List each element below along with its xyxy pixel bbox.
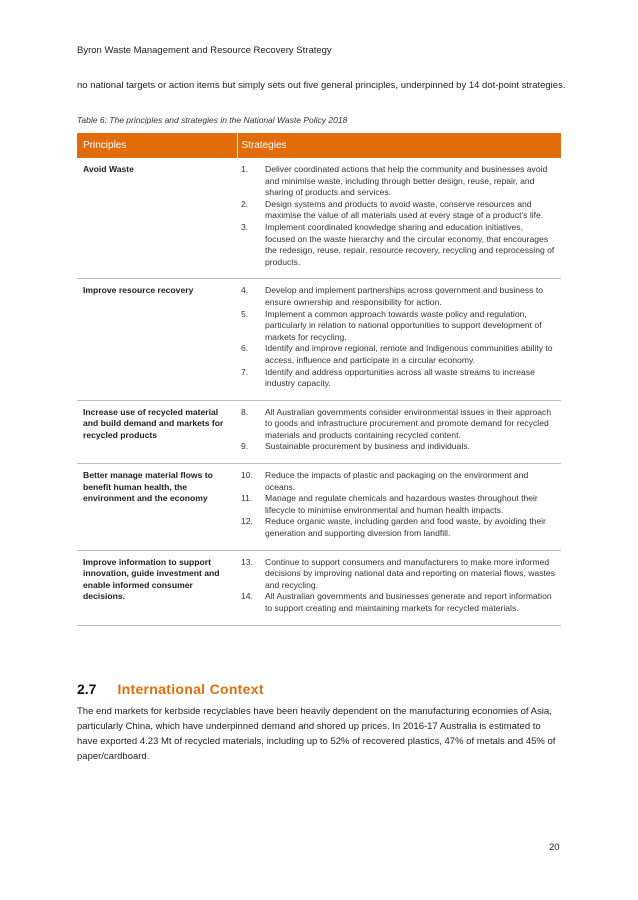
strategy-text: Implement coordinated knowledge sharing and education initiatives, focused on the waste hierarchy and the circular economy, that encourages the redesign, reuse, repair, resource recovery, recycling and reprocessing of products. bbox=[265, 221, 555, 267]
body-paragraph: The end markets for kerbside recyclables have been heavily dependent on the manufacturing economies of Asia, particularly China, which have underpinned demand and shored up prices. In 2016-17 Australia is estimated to have exported 4.23 Mt of recycled materials, including up to 52% of recovered plastics, 47% of metals and 45% of paper/cardboard. bbox=[77, 706, 556, 762]
strategy-text: Identify and improve regional, remote and Indigenous communities ability to access, influence and participate in a circular economy. bbox=[265, 343, 553, 365]
strategy-number: 12. bbox=[241, 516, 253, 527]
table-row bbox=[77, 400, 561, 463]
strategy-item bbox=[241, 516, 555, 539]
strategies-column-header: Strategies bbox=[237, 133, 561, 158]
principles-column-header: Principles bbox=[77, 133, 237, 158]
strategy-item bbox=[241, 285, 555, 308]
strategies-cell bbox=[237, 550, 561, 625]
strategy-item bbox=[241, 199, 555, 222]
strategy-number: 13. bbox=[241, 556, 253, 567]
strategy-number: 10. bbox=[241, 470, 253, 481]
table-row bbox=[77, 550, 561, 625]
strategy-item bbox=[241, 493, 555, 516]
table-row bbox=[77, 464, 561, 551]
table-row bbox=[77, 158, 561, 279]
strategy-number: 4. bbox=[241, 285, 249, 296]
running-header: Byron Waste Management and Resource Recovery Strategy bbox=[77, 45, 332, 56]
strategy-text: Develop and implement partnerships across government and business to ensure ownership and responsibility for action. bbox=[265, 285, 544, 307]
strategy-text: Sustainable procurement by business and individuals. bbox=[265, 441, 470, 452]
principle-cell: Better manage material flows to benefit human health, the environment and the economy bbox=[77, 464, 237, 551]
strategy-text: Continue to support consumers and manufacturers to make more informed decisions by improving national data and reporting on material flows, wastes and recycling. bbox=[265, 556, 555, 590]
strategy-number: 3. bbox=[241, 221, 249, 232]
principle-cell: Improve information to support innovation, guide investment and enable informed consumer decisions. bbox=[77, 550, 237, 625]
strategy-text: Deliver coordinated actions that help the community and businesses avoid and minimise waste, including through better design, reuse, repair, and sharing of products and services. bbox=[265, 164, 548, 198]
strategy-number: 2. bbox=[241, 198, 249, 209]
strategy-text: All Australian governments and businesses generate and report information to support creating and maintaining markets for recycled materials. bbox=[265, 591, 552, 613]
strategy-item bbox=[241, 343, 555, 366]
strategy-item bbox=[241, 222, 555, 268]
strategy-number: 1. bbox=[241, 164, 249, 174]
strategy-number: 14. bbox=[241, 591, 253, 602]
strategy-item bbox=[241, 164, 555, 199]
strategy-number: 11. bbox=[241, 493, 253, 504]
table-row bbox=[77, 279, 561, 400]
strategy-item bbox=[241, 591, 555, 614]
strategy-number: 6. bbox=[241, 343, 249, 354]
strategy-item bbox=[241, 309, 555, 344]
section-number: 2.7 bbox=[77, 681, 97, 697]
strategy-item bbox=[241, 557, 555, 592]
strategy-number: 8. bbox=[241, 406, 249, 417]
strategy-text: Manage and regulate chemicals and hazardous wastes throughout their lifecycle to minimise environmental and human health impacts. bbox=[265, 493, 538, 515]
strategy-number: 5. bbox=[241, 308, 249, 319]
strategy-item bbox=[241, 407, 555, 442]
strategies-cell bbox=[237, 158, 561, 279]
strategy-text: All Australian governments consider environmental issues in their approach to goods and infrastructure procurement and promote demand for recycled materials and products containing recycled content. bbox=[265, 406, 552, 440]
strategy-number: 7. bbox=[241, 366, 249, 377]
strategies-cell bbox=[237, 279, 561, 400]
principle-cell: Avoid Waste bbox=[77, 158, 237, 279]
strategy-text: Implement a common approach towards waste policy and regulation, particularly in relation to national opportunities to support development of markets for recycling. bbox=[265, 308, 542, 342]
intro-paragraph: no national targets or action items but simply sets out five general principles, underpinned by 14 dot-point strategies. bbox=[77, 80, 566, 91]
strategy-text: Reduce the impacts of plastic and packaging on the environment and oceans. bbox=[265, 470, 529, 492]
strategy-item bbox=[241, 441, 555, 453]
strategy-item bbox=[241, 367, 555, 390]
strategies-cell bbox=[237, 464, 561, 551]
strategy-text: Reduce organic waste, including garden and food waste, by avoiding their generation and supporting diversion from landfill. bbox=[265, 516, 546, 539]
strategy-text: Identify and address opportunities across all waste streams to increase industry capacity. bbox=[265, 366, 535, 389]
principle-cell: Improve resource recovery bbox=[77, 279, 237, 400]
strategies-cell bbox=[237, 400, 561, 463]
strategy-number: 9. bbox=[241, 441, 249, 452]
table-caption: Table 6: The principles and strategies in the National Waste Policy 2018 bbox=[77, 115, 348, 125]
section-heading bbox=[77, 681, 264, 697]
strategy-item bbox=[241, 470, 555, 493]
page-number: 20 bbox=[549, 842, 560, 853]
policy-table bbox=[77, 133, 561, 626]
table-body bbox=[77, 158, 561, 625]
table-header-row bbox=[77, 133, 561, 158]
strategy-text: Design systems and products to avoid waste, conserve resources and maximise the value of all materials used at every stage of a product's life. bbox=[265, 198, 544, 221]
principle-cell: Increase use of recycled material and build demand and markets for recycled products bbox=[77, 400, 237, 463]
section-title: International Context bbox=[117, 681, 264, 697]
